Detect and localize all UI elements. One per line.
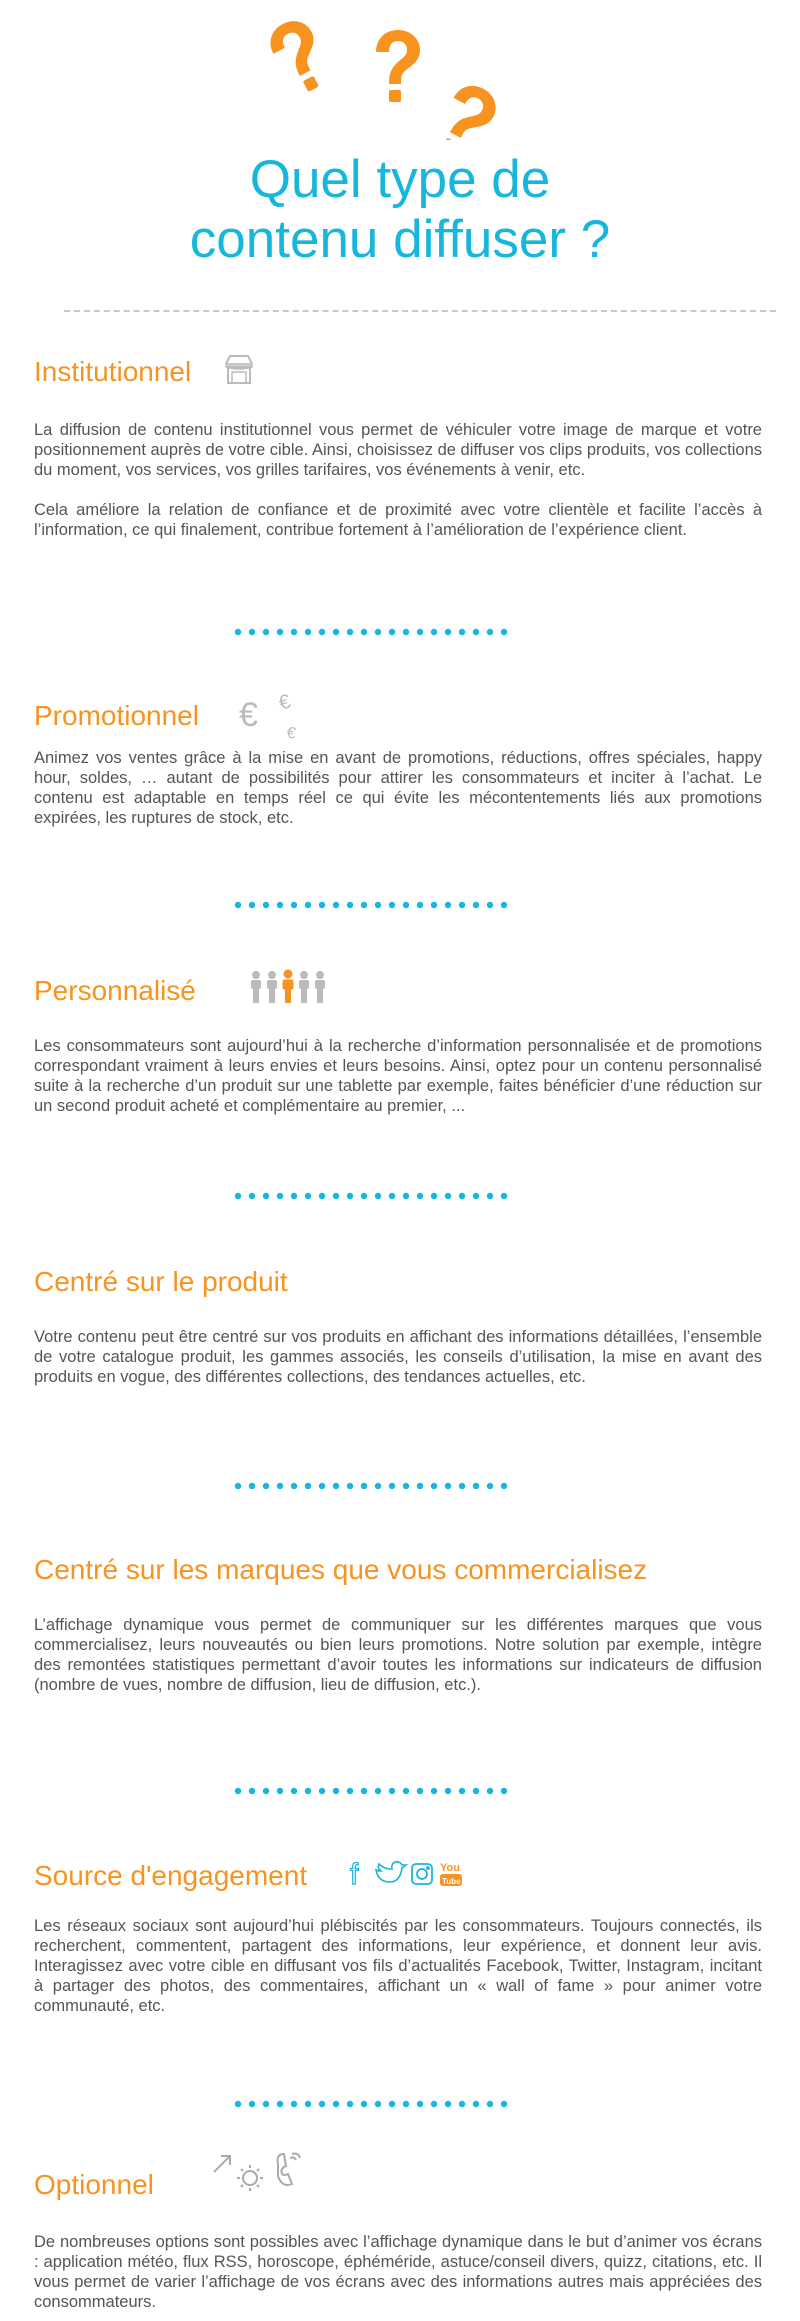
svg-text:€: € — [239, 696, 259, 734]
storefront-icon — [222, 352, 256, 391]
section-title: Centré sur les marques que vous commercialisez — [34, 1554, 648, 1585]
section-produit — [34, 1265, 762, 1387]
question-marks — [0, 0, 800, 140]
section-personnalise — [34, 968, 762, 1116]
page-title-line2: contenu diffuser ? — [189, 210, 611, 269]
dotted-separator — [233, 1191, 513, 1201]
dotted-separator — [233, 627, 513, 637]
dotted-separator — [233, 2099, 513, 2109]
dotted-separator — [233, 1786, 513, 1796]
section-optionnel — [34, 2150, 762, 2312]
svg-text:€: € — [285, 724, 298, 740]
options-icon — [210, 2150, 310, 2205]
section-paragraph: Animez vos ventes grâce à la mise en avant de promotions, réductions, offres spéciales, happy hour, soldes, … autant de possibilités pour attirer les consommateurs et inciter à l’achat. Le contenu est adaptable en temps réel ce qui évite les mécontentements liés aux promotions expirées, les ruptures de stock, etc. — [34, 749, 762, 827]
youtube-label-top: You — [439, 1862, 460, 1874]
section-engagement — [34, 1856, 762, 2016]
question-mark-icon — [263, 14, 336, 98]
dotted-separator — [233, 1481, 513, 1491]
page-title-line1: Quel type de — [249, 150, 551, 209]
question-mark-icon — [430, 78, 503, 140]
people-icon — [248, 968, 338, 1013]
euro-icon — [239, 686, 309, 745]
section-title: Optionnel — [34, 2169, 154, 2200]
section-paragraph: Votre contenu peut être centré sur vos produits en affichant des informations détaillées, l’ensemble de votre catalogue produit, les gammes associés, les conseils d’utilisation, la mise en avant des produits en vogue, des différentes collections, des tendances actuelles, etc. — [34, 1328, 762, 1386]
hero — [0, 0, 800, 300]
facebook-icon — [350, 1858, 359, 1890]
svg-text:€: € — [276, 690, 294, 715]
section-institutionnel — [34, 352, 762, 540]
section-title: Centré sur le produit — [34, 1266, 288, 1297]
facebook-letter: f — [349, 1858, 358, 1890]
youtube-icon — [440, 1862, 462, 1886]
section-marques — [34, 1553, 762, 1695]
section-title: Promotionnel — [34, 699, 199, 731]
section-paragraph: Les réseaux sociaux sont aujourd’hui plébiscités par les consommateurs. Toujours connectés, ils recherchent, commentent, partagent des informations, leur expérience, et donnent leur avis. Interagissez avec votre cible en diffusant vos fils d’actualités Facebook, Twitter, Instagram, incitant à partager des photos, des commentaires, affichant un « wall of fame » pour animer votre communauté, etc. — [34, 1917, 762, 2015]
section-title: Personnalisé — [34, 974, 196, 1006]
social-media-icons — [348, 1856, 478, 1895]
dashed-divider — [64, 310, 776, 312]
section-paragraph: De nombreuses options sont possibles avec l’affichage dynamique dans le but d’animer vos écrans : application météo, flux RSS, horoscope, éphéméride, astuce/conseil divers, quizz, citations, etc. Il vous permet de varier l’affichage de vos écrans avec des informations autres mais appréciées des consommateurs. — [34, 2233, 762, 2311]
section-paragraph: La diffusion de contenu institutionnel vous permet de véhiculer votre image de marque et votre positionnement auprès de votre cible. Ainsi, choisissez de diffuser vos clips produits, vos collections du moment, vos services, vos grilles tarifaires, vos événements à venir, etc. — [34, 421, 762, 479]
section-promotionnel — [34, 686, 762, 828]
instagram-icon — [412, 1864, 432, 1884]
section-paragraph: Cela améliore la relation de confiance et de proximité avec votre clientèle et facilite l’accès à l’information, ce qui finalement, contribue fortement à l’amélioration de l’expérience client. — [34, 501, 762, 539]
page-title — [0, 150, 800, 270]
youtube-label-bottom: Tube — [441, 1877, 461, 1886]
section-title: Source d'engagement — [34, 1859, 308, 1891]
section-paragraph: Les consommateurs sont aujourd’hui à la recherche d’information personnalisée et de promotions correspondant vraiment à leurs envies et leurs besoins. Ainsi, optez pour un contenu personnalisé suite à la recherche d’un produit sur une tablette par exemple, faites bénéficier d’une réduction sur un second produit acheté et complémentaire au premier, ... — [34, 1037, 762, 1115]
twitter-icon — [376, 1862, 406, 1882]
question-mark-icon — [376, 30, 420, 102]
section-title: Institutionnel — [34, 355, 192, 387]
section-paragraph: L’affichage dynamique vous permet de communiquer sur les différentes marques que vous commercialisez, leurs nouveautés ou bien leurs promotions. Notre solution par exemple, intègre des remontées statistiques permettant d’avoir toutes les informations sur indicateurs de diffusion (nombre de vues, nombre de diffusion, lieu de diffusion, etc.). — [34, 1616, 762, 1694]
dotted-separator — [233, 900, 513, 910]
